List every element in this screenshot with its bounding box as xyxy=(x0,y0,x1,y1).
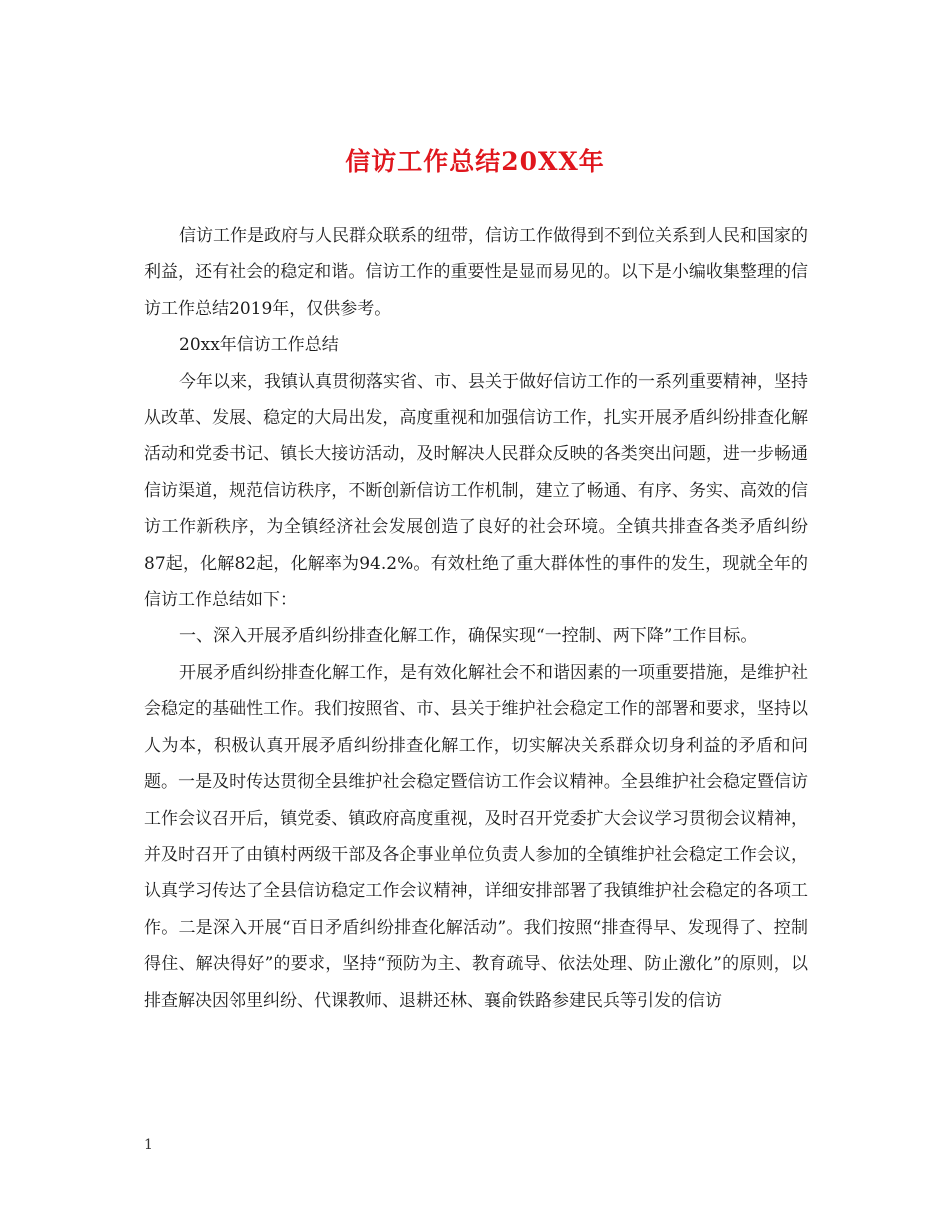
paragraph-overview: 今年以来，我镇认真贯彻落实省、市、县关于做好信访工作的一系列重要精神，坚持从改革、发展、稳定的大局出发，高度重视和加强信访工作，扎实开展矛盾纠纷排查化解活动和党委书记、镇长大接访活动，及时解决人民群众反映的各类突出问题，进一步畅通信访渠道，规范信访秩序，不断创新信访工作机制，建立了畅通、有序、务实、高效的信访工作新秩序，为全镇经济社会发展创造了良好的社会环境。全镇共排查各类矛盾纠纷87起，化解82起，化解率为94.2%。有效杜绝了重大群体性的事件的发生，现就全年的信访工作总结如下： xyxy=(144,371,808,611)
paragraph-section-one-heading: 一、深入开展矛盾纠纷排查化解工作，确保实现“一控制、两下降”工作目标。 xyxy=(179,626,758,647)
page-number: 1 xyxy=(144,1137,153,1153)
document-title: 信访工作总结20XX年 xyxy=(345,147,605,176)
paragraph-intro: 信访工作是政府与人民群众联系的纽带，信访工作做得到不到位关系到人民和国家的利益，还有社会的稳定和谐。信访工作的重要性是显而易见的。以下是小编收集整理的信访工作总结2019年，仅供参考。 xyxy=(144,226,808,319)
paragraph-subheading: 20xx年信访工作总结 xyxy=(179,335,339,356)
paragraph-section-one-body: 开展矛盾纠纷排查化解工作，是有效化解社会不和谐因素的一项重要措施，是维护社会稳定的基础性工作。我们按照省、市、县关于维护社会稳定工作的部署和要求，坚持以人为本，积极认真开展矛盾纠纷排查化解工作，切实解决关系群众切身利益的矛盾和问题。一是及时传达贯彻全县维护社会稳定暨信访工作会议精神。全县维护社会稳定暨信访工作会议召开后，镇党委、镇政府高度重视，及时召开党委扩大会议学习贯彻会议精神，并及时召开了由镇村两级干部及各企事业单位负责人参加的全镇维护社会稳定工作会议，认真学习传达了全县信访稳定工作会议精神，详细安排部署了我镇维护社会稳定的各项工作。二是深入开展“百日矛盾纠纷排查化解活动”。我们按照“排查得早、发现得了、控制得住、解决得好”的要求，坚持“预防为主、教育疏导、依法处理、防止激化”的原则，以排查解决因邻里纠纷、代课教师、退耕还林、襄俞铁路参建民兵等引发的信访 xyxy=(144,662,808,1011)
document-body xyxy=(144,218,808,1019)
